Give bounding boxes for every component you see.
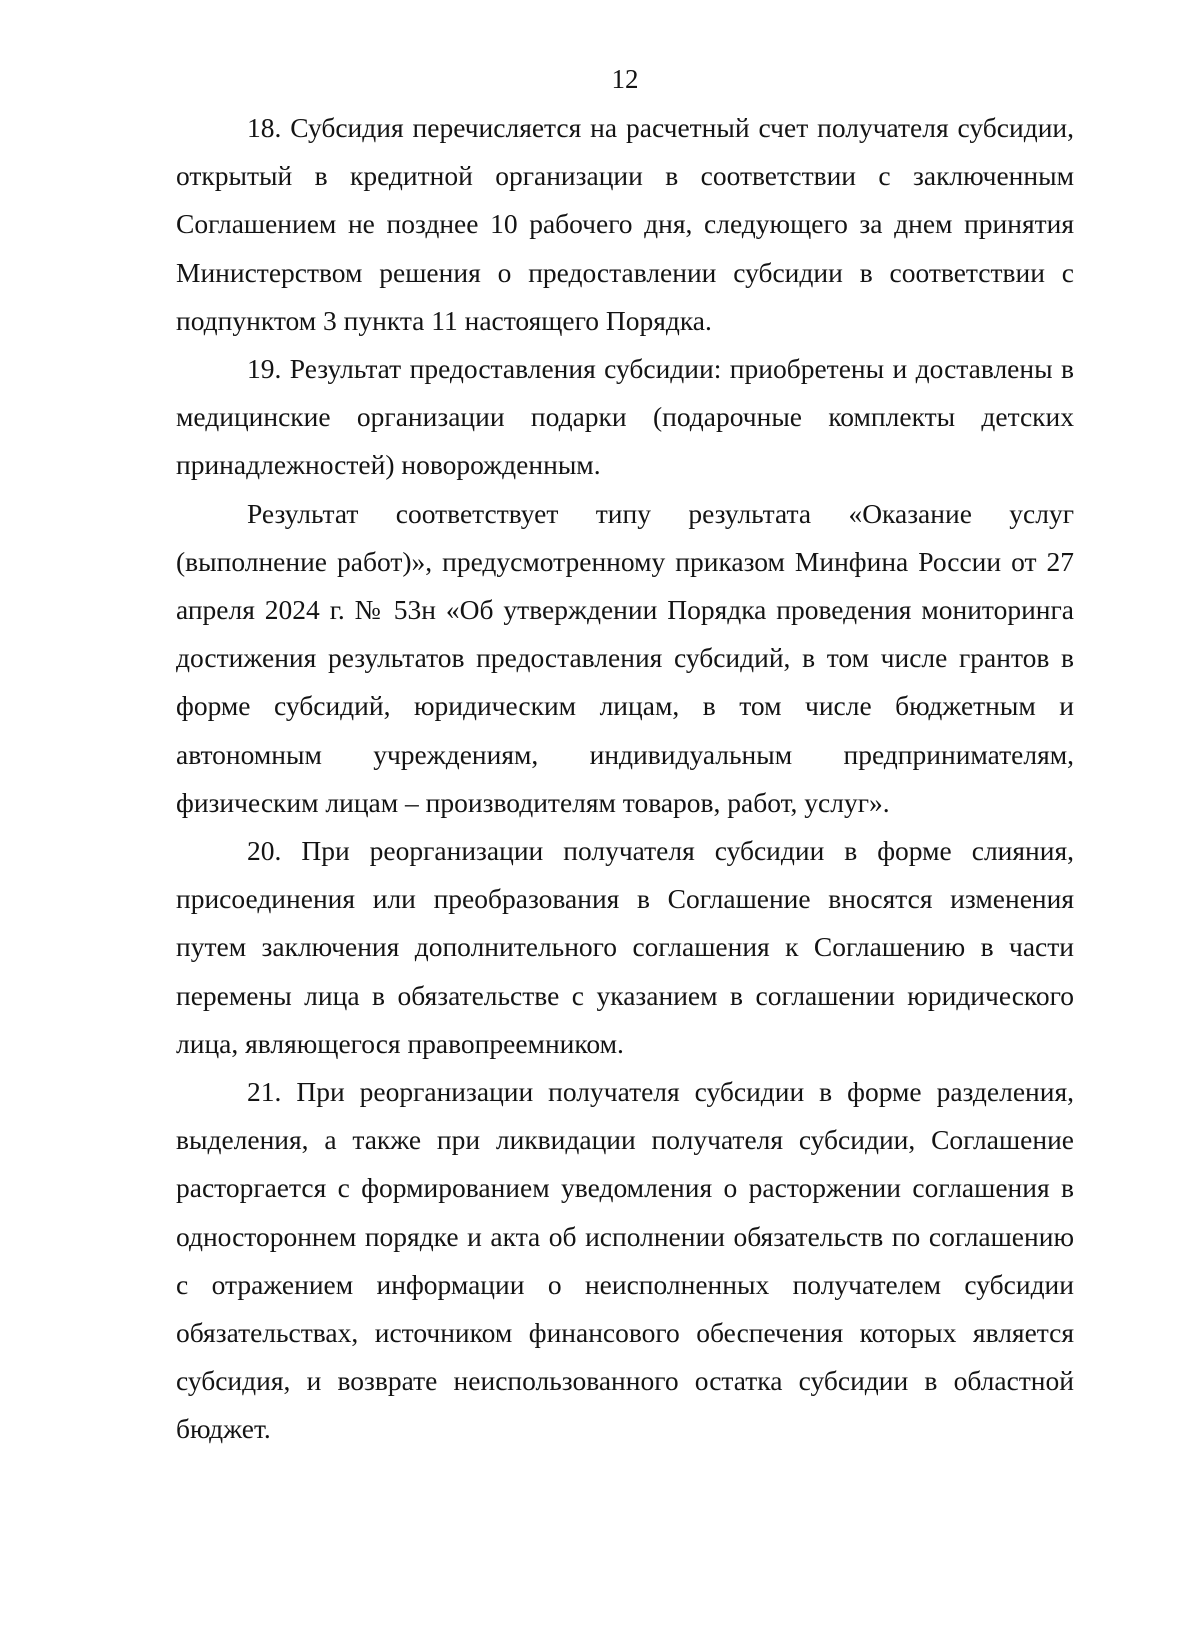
document-body <box>176 104 1074 1454</box>
paragraph-18: 18. Субсидия перечисляется на расчетный счет получателя субсидии, открытый в кредитной организации в соответствии с заключенным Соглашением не позднее 10 рабочего дня, следующего за днем принятия Министерством решения о предоставлении субсидии в соответствии с подпунктом 3 пункта 11 настоящего Порядка. <box>176 112 1074 336</box>
paragraph-20: 20. При реорганизации получателя субсидии в форме слияния, присоединения или преобразования в Соглашение вносятся изменения путем заключения дополнительного соглашения к Соглашению в части перемены лица в обязательстве с указанием в соглашении юридического лица, являющегося правопреемником. <box>176 835 1074 1059</box>
paragraph-21: 21. При реорганизации получателя субсидии в форме разделения, выделения, а также при ликвидации получателя субсидии, Соглашение расторгается с формированием уведомления о расторжении соглашения в одностороннем порядке и акта об исполнении обязательств по соглашению с отражением информации о неисполненных получателем субсидии обязательствах, источником финансового обеспечения которых является субсидия, и возврате неиспользованного остатка субсидии в областной бюджет. <box>176 1076 1074 1445</box>
page-number: 12 <box>611 64 639 94</box>
paragraph-19-result-type: Результат соответствует типу результата «Оказание услуг (выполнение работ)», предусмотренному приказом Минфина России от 27 апреля 2024 г. № 53н «Об утверждении Порядка проведения мониторинга достижения результатов предоставления субсидий, в том числе грантов в форме субсидий, юридическим лицам, в том числе бюджетным и автономным учреждениям, индивидуальным предпринимателям, физическим лицам – производителям товаров, работ, услуг». <box>176 497 1074 818</box>
paragraph-19: 19. Результат предоставления субсидии: приобретены и доставлены в медицинские организации подарки (подарочные комплекты детских принадлежностей) новорожденным. <box>176 353 1074 481</box>
